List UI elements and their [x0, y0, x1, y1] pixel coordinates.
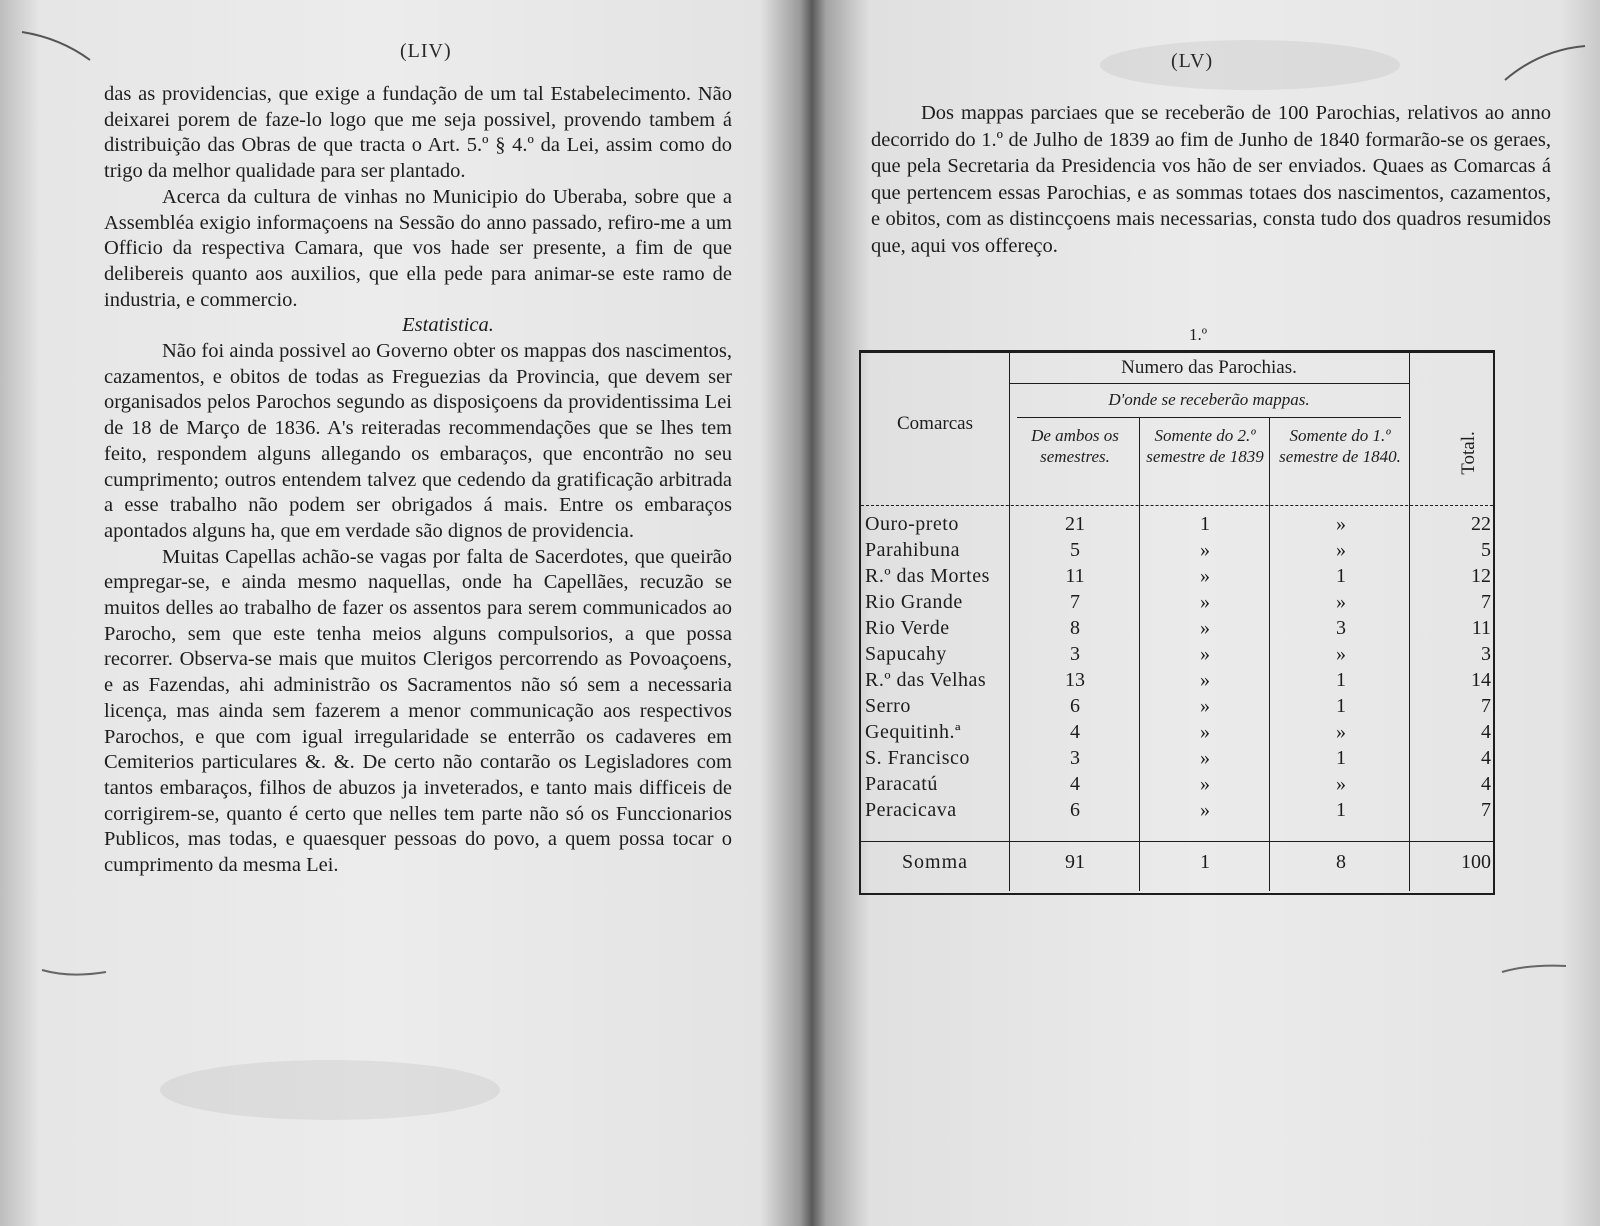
cell-comarca: Gequitinh.ª [865, 721, 962, 743]
cell-total: 12 [1471, 565, 1491, 587]
cell-second: 1 [1200, 513, 1210, 535]
page-corner-mark-icon [20, 20, 100, 70]
table-row [861, 799, 1493, 825]
cell-comarca: Paracatú [865, 773, 938, 795]
cell-comarca: S. Francisco [865, 747, 970, 769]
table-header [861, 353, 1493, 508]
cell-total: 4 [1481, 721, 1491, 743]
header-total [1447, 403, 1491, 503]
cell-second: » [1200, 799, 1210, 821]
header-first-semester: Somente do 1.º semestre de 1840. [1279, 426, 1401, 466]
table-rule [1139, 417, 1140, 508]
cell-second: » [1200, 695, 1210, 717]
cell-both: 5 [1070, 539, 1080, 561]
paragraph: Muitas Capellas achão-se vagas por falta de Sacerdotes, que queirão empregar-se, e ainda mesmo naquellas, onde ha Capellães, recuzão se muitos delles ao trabalho de fazer os assentos para serem communicados ao Parocho, sem que este tenha meios alguns compulsorios, a que possa recorrer. Observa-se mais que muitos Clerigos percorrendo as Povoaçoens, e as Fazendas, ahi administrão os Sacramentos não só sem a necessaria licença, mas ainda sem fazerem a menor communicação aos respectivos Parochos, e que com igual irregularidade se enterrão os cadaveres em Cemiterios particulares &. &. De certo não contarão os Legisladores com tantos embaraços, filhos de abuzos ja inveterados, e tanto mais difficeis de corrigirem-se, quanto é certo que nelles tem parte não só os Funccionarios Publicos, mas todas, e quaesquer pessoas do povo, a quem possa tocar o cumprimento da mesma Lei. [104, 545, 732, 877]
table-row [861, 513, 1493, 539]
cell-first: 1 [1336, 747, 1346, 769]
cell-first: » [1336, 591, 1346, 613]
table-row [861, 695, 1493, 721]
cell-second: » [1200, 591, 1210, 613]
table-row [861, 591, 1493, 617]
cell-second: » [1200, 617, 1210, 639]
table-row [861, 565, 1493, 591]
sum-label: Somma [901, 851, 969, 873]
page-corner-mark-icon [1500, 40, 1590, 90]
left-page [0, 0, 790, 1226]
table-rule [1269, 417, 1270, 508]
page-tear-mark-icon [1500, 960, 1570, 980]
cell-total: 7 [1481, 799, 1491, 821]
page-tear-mark-icon [40, 960, 110, 980]
page-number-left: (LIV) [400, 40, 452, 62]
table-number: 1.º [1189, 325, 1208, 344]
cell-second: » [1200, 721, 1210, 743]
table-rule [1409, 353, 1410, 508]
table-row [861, 773, 1493, 799]
table-row [861, 669, 1493, 695]
cell-comarca: Sapucahy [865, 643, 947, 665]
cell-second: » [1200, 539, 1210, 561]
cell-first: » [1336, 721, 1346, 743]
table-sum-row [861, 843, 1493, 883]
cell-total: 7 [1481, 591, 1491, 613]
cell-comarca: Rio Verde [865, 617, 950, 639]
cell-comarca: R.º das Velhas [865, 669, 987, 691]
cell-first: » [1336, 513, 1346, 535]
cell-first: 1 [1336, 799, 1346, 821]
cell-both: 11 [1065, 565, 1085, 587]
cell-both: 4 [1070, 721, 1080, 743]
cell-second: » [1200, 747, 1210, 769]
sum-both: 91 [1065, 851, 1085, 873]
cell-both: 6 [1070, 695, 1080, 717]
cell-comarca: Serro [865, 695, 911, 717]
right-page [815, 0, 1600, 1226]
header-second-semester: Somente do 2.º semestre de 1839 [1146, 426, 1264, 466]
cell-first: » [1336, 643, 1346, 665]
table-row [861, 643, 1493, 669]
header-group: Numero das Parochias. [1121, 357, 1297, 378]
parish-table [859, 350, 1495, 895]
cell-first: 1 [1336, 695, 1346, 717]
table-rule [861, 841, 1493, 842]
cell-both: 3 [1070, 747, 1080, 769]
cell-comarca: Peracicava [865, 799, 957, 821]
page-number-right: (LV) [1171, 50, 1214, 72]
table-rule [1009, 383, 1409, 384]
header-comarcas: Comarcas [897, 413, 973, 434]
table-row [861, 721, 1493, 747]
cell-first: 3 [1336, 617, 1346, 639]
paragraph: Acerca da cultura de vinhas no Municipio do Uberaba, sobre que a Assembléa exigio informaçoens na Sessão do anno passado, refiro-me a um Officio da respectiva Camara, que vos hade ser presente, a fim de que delibereis quanto aos auxilios, que ella pede para animar-se este ramo de industria, e commercio. [104, 185, 732, 311]
cell-both: 21 [1065, 513, 1085, 535]
cell-second: » [1200, 669, 1210, 691]
cell-both: 6 [1070, 799, 1080, 821]
header-total-label: Total. [1458, 431, 1479, 475]
cell-second: » [1200, 565, 1210, 587]
cell-comarca: Ouro-preto [865, 513, 959, 535]
header-subgroup: D'onde se receberão mappas. [1108, 390, 1310, 409]
right-text-block [871, 100, 1551, 259]
cell-total: 11 [1471, 617, 1491, 639]
sum-second: 1 [1200, 851, 1210, 873]
cell-total: 14 [1471, 669, 1491, 691]
paragraph: das as providencias, que exige a fundação de um tal Estabelecimento. Não deixarei porem de faze-lo logo que me seja possivel, provendo tambem á distribuição das Obras de que tracta o Art. 5.º § 4.º da Lei, assim como do trigo da melhor qualidade para ser plantado. [104, 83, 732, 183]
cell-both: 7 [1070, 591, 1080, 613]
cell-both: 3 [1070, 643, 1080, 665]
cell-total: 5 [1481, 539, 1491, 561]
cell-comarca: Rio Grande [865, 591, 963, 613]
sum-first: 8 [1336, 851, 1346, 873]
header-both-semesters: De ambos os semestres. [1031, 426, 1119, 466]
cell-first: » [1336, 773, 1346, 795]
cell-comarca: Parahibuna [865, 539, 960, 561]
sum-total: 100 [1461, 851, 1491, 873]
cell-comarca: R.º das Mortes [865, 565, 990, 587]
cell-first: 1 [1336, 669, 1346, 691]
cell-second: » [1200, 643, 1210, 665]
table-row [861, 539, 1493, 565]
cell-first: » [1336, 539, 1346, 561]
cell-total: 4 [1481, 747, 1491, 769]
left-text-block [104, 82, 732, 879]
cell-total: 7 [1481, 695, 1491, 717]
table-body [861, 513, 1493, 825]
table-row [861, 747, 1493, 773]
cell-both: 8 [1070, 617, 1080, 639]
paragraph: Não foi ainda possivel ao Governo obter os mappas dos nascimentos, cazamentos, e obitos de todas as Freguezias da Provincia, que devem ser organisados pelos Parochos segundo as disposiçoens da providentissima Lei de 18 de Março de 1836. A's reiteradas recommendações que se lhes tem feito, respondem alguns allegando os embaraços, que encontrão no seu cumprimento; outros entendem talvez que cedendo da gratificação arbitrada a esse trabalho não podem ser obrigados á mais. Entre os embaraços apontados alguns ha, que em verdade são dignos de providencia. [104, 340, 732, 542]
cell-first: 1 [1336, 565, 1346, 587]
cell-total: 22 [1471, 513, 1491, 535]
cell-total: 4 [1481, 773, 1491, 795]
table-rule [861, 505, 1493, 507]
cell-second: » [1200, 773, 1210, 795]
cell-total: 3 [1481, 643, 1491, 665]
table-rule [1017, 417, 1401, 418]
cell-both: 13 [1065, 669, 1085, 691]
section-title: Estatistica. [402, 314, 494, 337]
paragraph: Dos mappas parciaes que se receberão de 100 Parochias, relativos ao anno decorrido do 1.º de Julho de 1839 ao fim de Junho de 1840 formarão-se os geraes, que pela Secretaria da Presidencia vos hão de ser enviados. Quaes as Comarcas á que pertencem essas Parochias, e as sommas totaes dos nascimentos, cazamentos, e obitos, com as distincçoens mais necessarias, consta tudo dos quadros resumidos que, aqui vos offereço. [871, 102, 1551, 257]
table-row [861, 617, 1493, 643]
cell-both: 4 [1070, 773, 1080, 795]
